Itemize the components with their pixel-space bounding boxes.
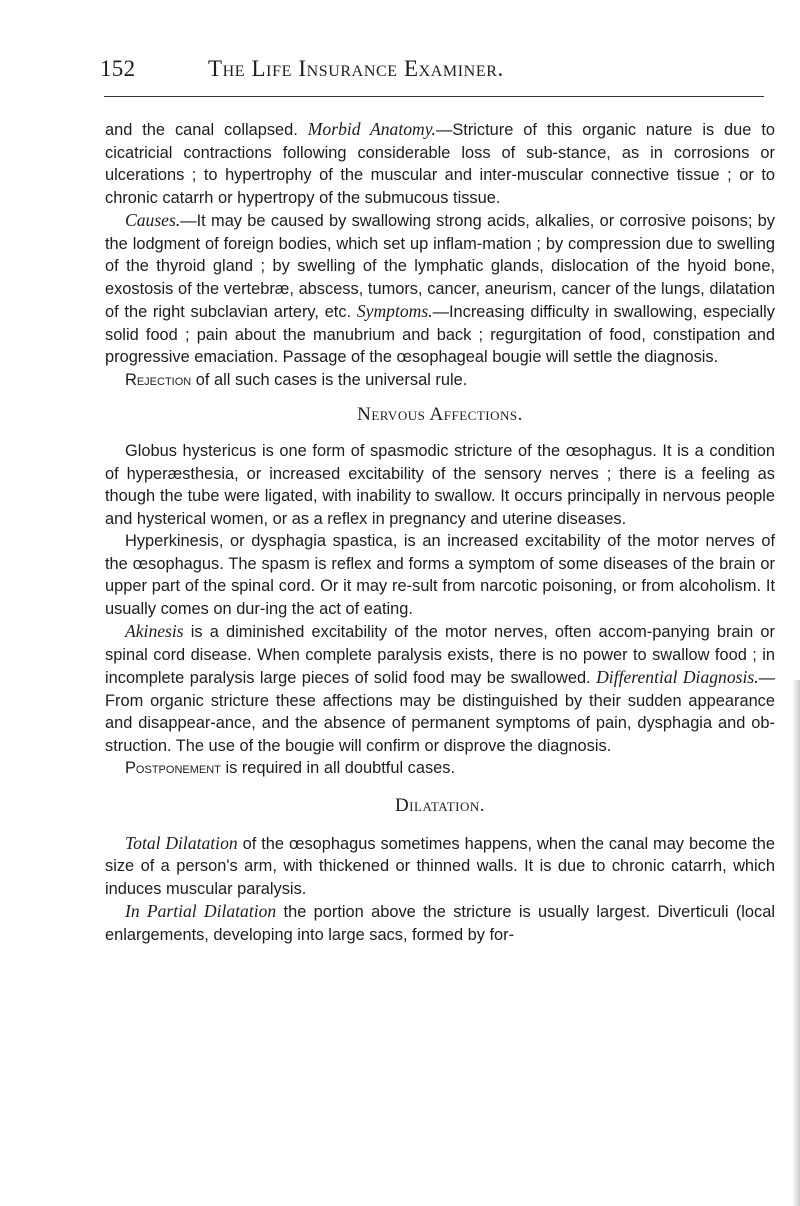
heading-nervous-affections: Nervous Affections. bbox=[357, 404, 523, 425]
text-run: of all such cases is the universal rule. bbox=[191, 370, 468, 389]
text-run: is required in all doubtful cases. bbox=[220, 759, 456, 777]
paragraph-causes bbox=[105, 209, 775, 369]
partial-dilatation-label: In Partial Dilatation bbox=[125, 901, 277, 921]
morbid-anatomy-label: Morbid Anatomy. bbox=[307, 119, 436, 139]
text-run: of the œsophagus sometimes happens, when the canal may become the size of a person's arm, with thickened or thinned walls. It is due to chronic catarrh, which induces muscular paralysis. bbox=[105, 834, 775, 898]
symptoms-label: Symptoms. bbox=[356, 301, 433, 321]
paragraph-globus: Globus hystericus is one form of spasmodic stricture of the œsophagus. It is a condition of hyperæsthesia, or increased excitability of the sensory nerves ; there is a feeling as though the tube were ligated, with inability to swallow. It occurs principally in nervous people and hysterical women, or as a reflex in pregnancy and uterine diseases. bbox=[105, 442, 775, 528]
text-run: —Increasing difficulty in swallowing, especially solid food ; pain about the manubrium and back ; regurgitation of food, constipation and progressive emaciation. Passage of the œsophageal bougie will settle the diagnosis. bbox=[105, 303, 775, 366]
text-run: the portion above the stricture is usually largest. Diverticuli (local enlargements, developing into large sacs, formed by for- bbox=[105, 903, 775, 944]
body-text bbox=[105, 118, 775, 946]
page-header bbox=[100, 56, 700, 92]
paragraph-morbid-anatomy bbox=[105, 118, 775, 209]
running-head: The Life Insurance Examiner. bbox=[208, 56, 504, 81]
text-run: is a diminished excitability of the motor nerves, often accom-panying brain or spinal cord disease. When complete paralysis exists, there is no power to swallow food ; in incomplete paralysis large pieces of solid food may be swallowed. bbox=[105, 623, 775, 687]
text-run: —It may be caused by swallowing strong acids, alkalies, or corrosive poisons; by the lodgment of foreign bodies, which set up inflam-mation ; by compression due to swelling of the thyroid gland ; by swelling of the lymphatic glands, dislocation of the hyoid bone, exostosis of the vertebræ, abscess, tumors, cancer, aneurism, cancer of the lungs, dilatation of the right subclavian artery, etc. bbox=[105, 212, 775, 321]
text-run: and the canal collapsed. bbox=[105, 121, 308, 139]
paragraph-partial-dilatation bbox=[105, 900, 775, 946]
causes-label: Causes. bbox=[125, 210, 181, 230]
text-run: —Stricture of this organic nature is due to cicatricial contractions following considerable loss of sub-stance, as in corrosions or ulcerations ; to hypertrophy of the muscular and inter-muscular connective tissue ; or to chronic catarrh or hypertropy of the submucous tissue. bbox=[105, 121, 775, 207]
heading-dilatation: Dilatation. bbox=[394, 794, 486, 816]
paragraph-akinesis bbox=[105, 620, 775, 757]
differential-diagnosis-label: Differential Diagnosis. bbox=[596, 667, 759, 687]
header-rule bbox=[104, 96, 764, 97]
paragraph-hyperkinesis: Hyperkinesis, or dysphagia spastica, is an increased excitability of the motor nerves of the œsophagus. The spasm is reflex and forms a symptom of some diseases of the brain or upper part of the spinal cord. Or it may re-sult from narcotic poisoning, or from alcoholism. It usually comes on dur-ing the act of eating. bbox=[105, 532, 775, 618]
paragraph-total-dilatation bbox=[105, 832, 775, 901]
rejection-term: Rejection bbox=[125, 370, 192, 389]
text-run: —From organic stricture these affections may be distinguished by their sudden appearance and disappear-ance, and the absence of permanent symptoms of pain, dysphagia and ob-struction. The use of the bougie will confirm or disprove the diagnosis. bbox=[105, 669, 775, 755]
page-number: 152 bbox=[100, 56, 136, 81]
paragraph-rejection bbox=[105, 369, 775, 392]
akinesis-term: Akinesis bbox=[125, 621, 184, 641]
paragraph-postponement bbox=[105, 757, 775, 780]
postponement-term: Postponement bbox=[125, 759, 221, 777]
total-dilatation-label: Total Dilatation bbox=[125, 832, 238, 853]
page-edge-shadow bbox=[792, 680, 800, 1206]
